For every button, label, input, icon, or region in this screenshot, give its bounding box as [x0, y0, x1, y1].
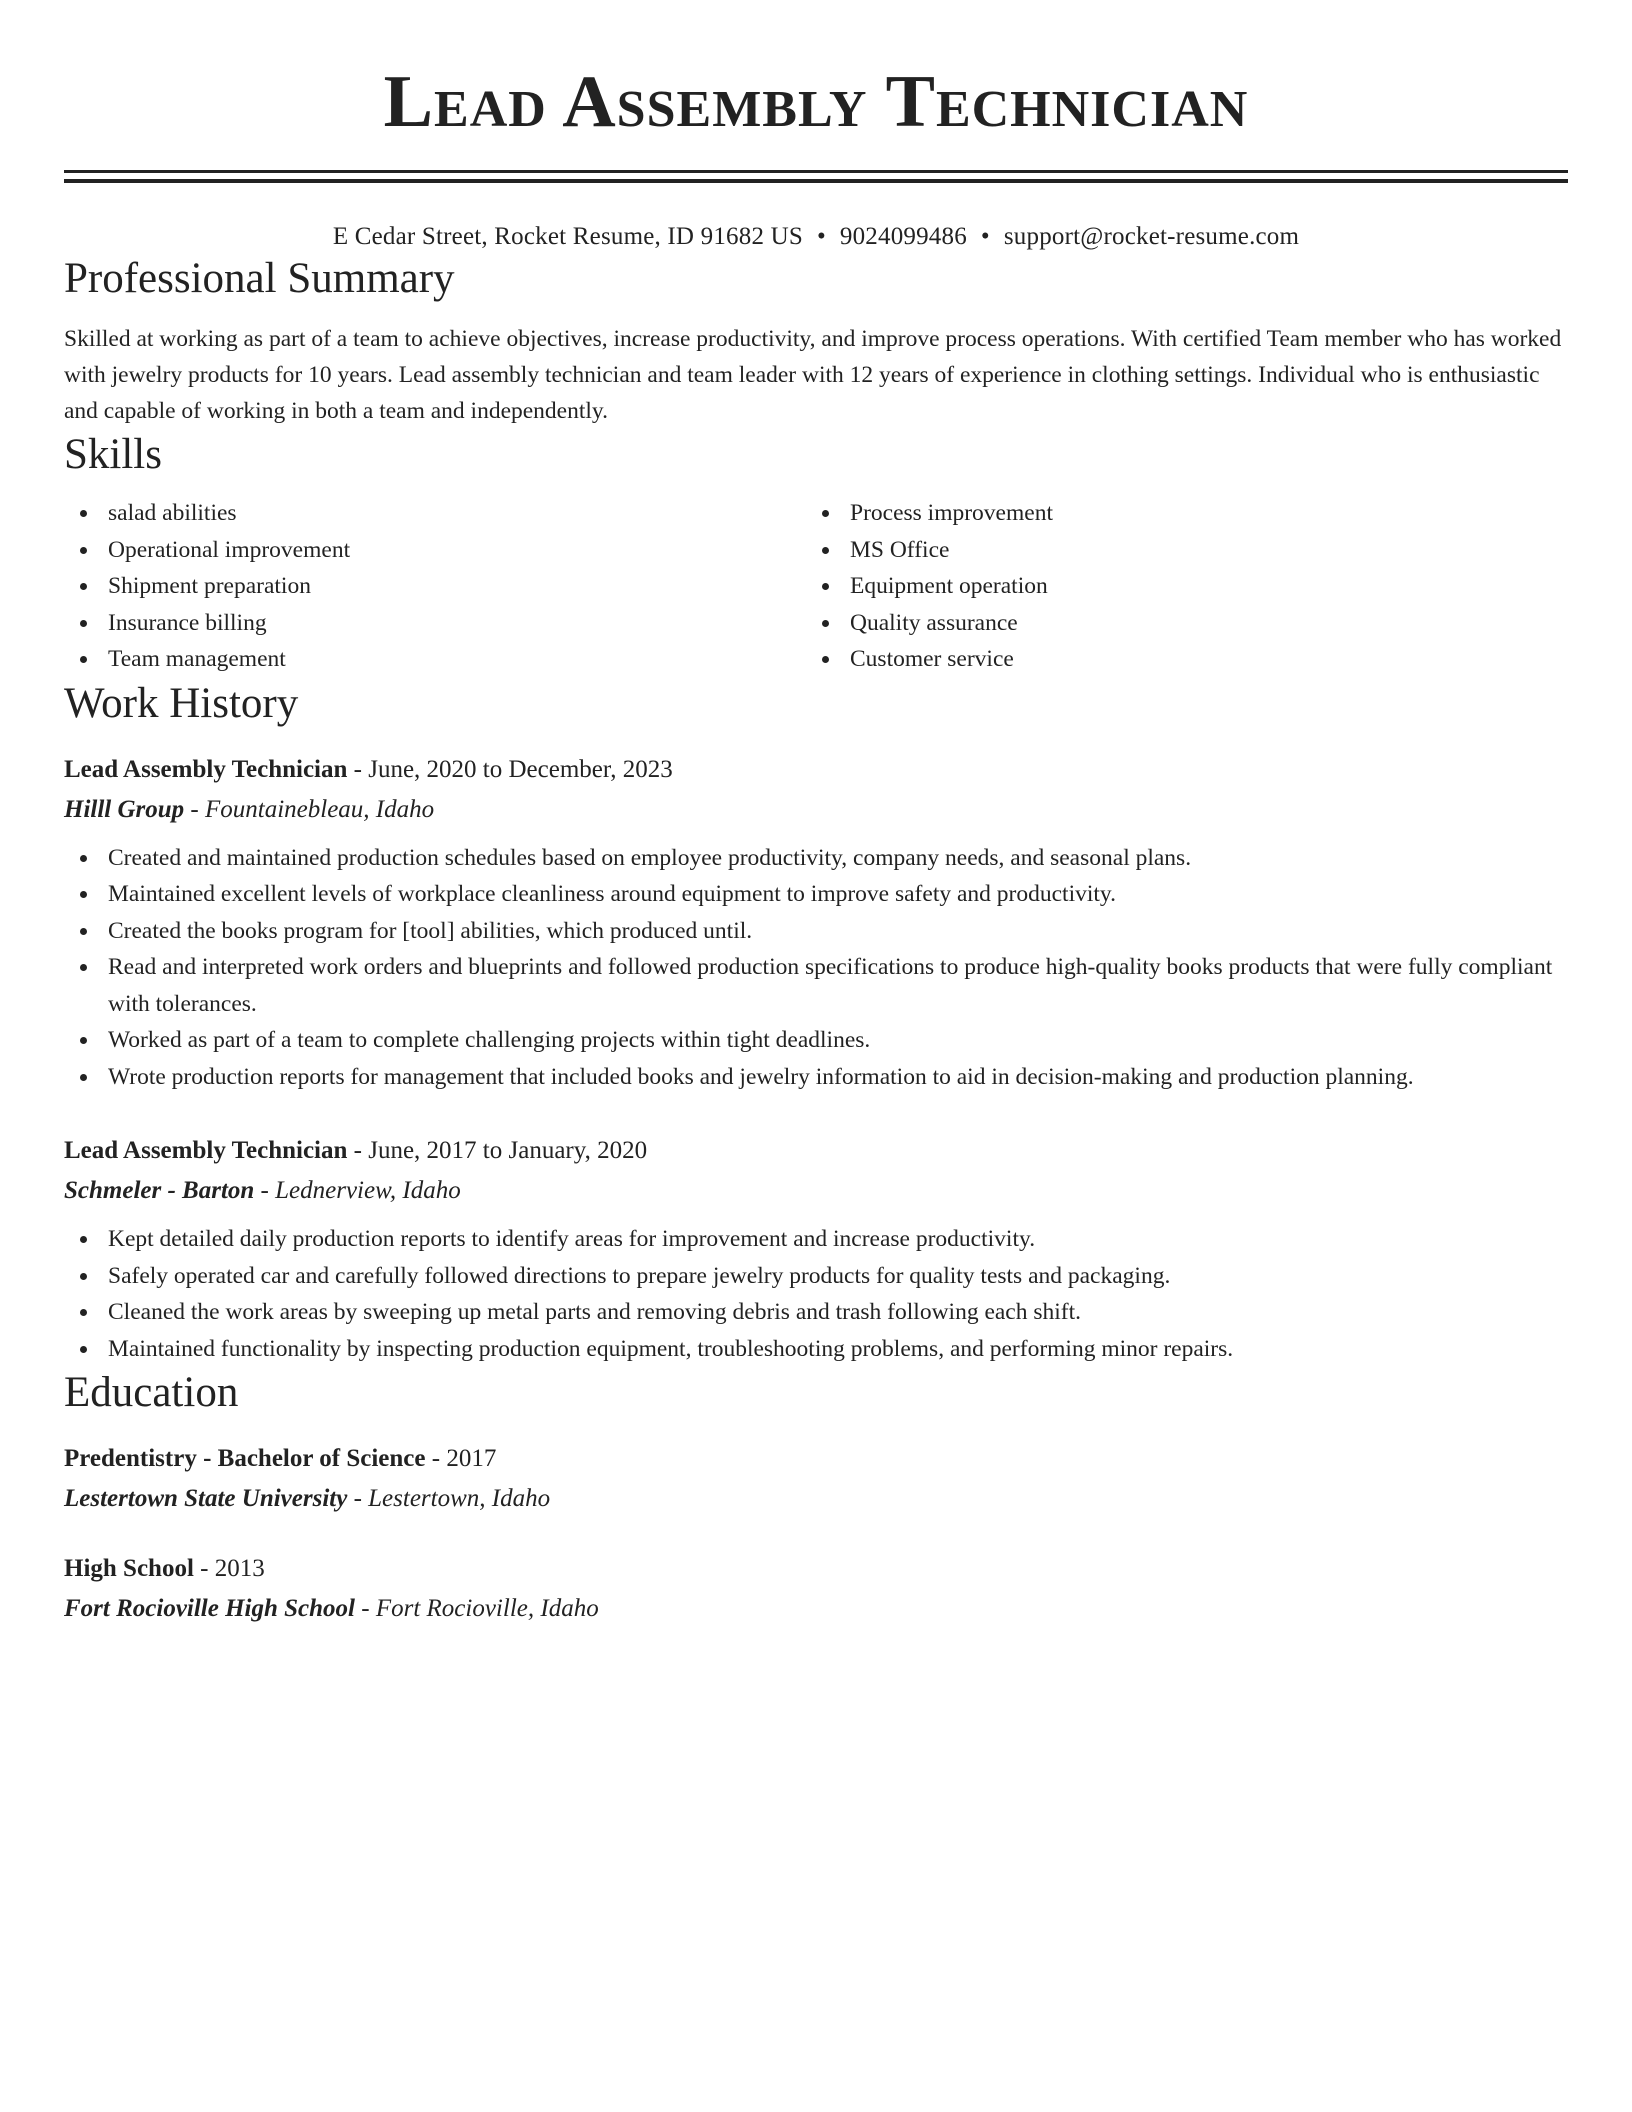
contact-email: support@rocket-resume.com [1003, 223, 1300, 250]
job-bullet: Worked as part of a team to complete challenging projects within tight deadlines. [64, 1022, 1568, 1059]
job-company: Schmeler - Barton [64, 1177, 255, 1204]
education-degree: Predentistry - Bachelor of Science [64, 1445, 426, 1472]
skill-item: MS Office [806, 532, 1548, 569]
job-title: Lead Assembly Technician [64, 755, 348, 783]
skills-list-right [806, 495, 1548, 678]
skill-item: Quality assurance [806, 605, 1548, 642]
education-school: Fort Rocioville High School [64, 1595, 355, 1622]
contact-separator: • [980, 223, 990, 250]
education-entry [64, 1439, 1568, 1519]
skills-heading: Skills [64, 431, 162, 478]
skill-item: Process improvement [806, 495, 1548, 532]
education-degree-line [64, 1439, 1568, 1479]
skill-item: Shipment preparation [64, 568, 806, 605]
education-location: - Fort Rocioville, Idaho [355, 1595, 599, 1622]
skill-item: Team management [64, 641, 806, 678]
job-title: Lead Assembly Technician [64, 1137, 348, 1164]
education-school: Lestertown State University [64, 1485, 348, 1512]
job-title-line [64, 750, 1568, 790]
job-company-line [64, 1171, 1568, 1211]
job-bullet: Wrote production reports for management that included books and jewelry information to aid in decision-making and production planning. [64, 1059, 1568, 1096]
job-bullets [64, 840, 1568, 1096]
job-title-line [64, 1131, 1568, 1171]
job-company: Hilll Group [64, 795, 185, 823]
education-year: - 2017 [425, 1445, 497, 1472]
education-degree-line [64, 1549, 1568, 1589]
job-entry [64, 1131, 1568, 1367]
education-degree: High School [64, 1555, 194, 1582]
education-year: - 2013 [193, 1555, 265, 1582]
education-school-line [64, 1479, 1568, 1519]
title-divider [64, 170, 1568, 183]
job-entry [64, 750, 1568, 1096]
job-location: - Lednerview, Idaho [254, 1177, 461, 1204]
work-history-heading: Work History [64, 679, 299, 727]
summary-heading: Professional Summary [64, 255, 455, 302]
skill-item: Operational improvement [64, 532, 806, 569]
contact-separator: • [816, 223, 826, 250]
skill-item: Insurance billing [64, 605, 806, 642]
contact-phone: 9024099486 [839, 223, 967, 250]
education-entry [64, 1549, 1568, 1629]
job-bullet: Safely operated car and carefully followed directions to prepare jewelry products for quality tests and packaging. [64, 1258, 1568, 1295]
job-bullet: Kept detailed daily production reports to identify areas for improvement and increase productivity. [64, 1221, 1568, 1258]
job-dates: - June, 2017 to January, 2020 [347, 1137, 648, 1164]
education-location: - Lestertown, Idaho [347, 1485, 551, 1512]
job-bullet: Created and maintained production schedules based on employee productivity, company needs, and seasonal plans. [64, 840, 1568, 877]
skills-columns [64, 495, 1568, 678]
skill-item: salad abilities [64, 495, 806, 532]
skill-item: Customer service [806, 641, 1548, 678]
contact-address: E Cedar Street, Rocket Resume, ID 91682 US [332, 223, 803, 250]
job-company-line [64, 790, 1568, 830]
job-dates: - June, 2020 to December, 2023 [347, 755, 673, 783]
skills-list-left [64, 495, 806, 678]
job-bullet: Maintained functionality by inspecting production equipment, troubleshooting problems, and performing minor repairs. [64, 1331, 1568, 1368]
summary-text: Skilled at working as part of a team to achieve objectives, increase productivity, and improve process operations. With certified Team member who has worked with jewelry products for 10 years. Lead assembly technician and team leader with 12 years of experience in clothing settings. Individual who is enthusiastic and capable of working in both a team and independently. [64, 326, 1562, 424]
job-bullet: Cleaned the work areas by sweeping up metal parts and removing debris and trash following each shift. [64, 1294, 1568, 1331]
job-bullet: Maintained excellent levels of workplace cleanliness around equipment to improve safety and productivity. [64, 876, 1568, 913]
job-bullet: Read and interpreted work orders and blueprints and followed production specifications to produce high-quality books products that were fully compliant with tolerances. [64, 949, 1568, 1022]
job-location: - Fountainebleau, Idaho [184, 795, 435, 823]
skill-item: Equipment operation [806, 568, 1548, 605]
education-heading: Education [64, 1369, 239, 1416]
contact-line [64, 221, 1568, 253]
resume-title: Lead Assembly Technician [383, 61, 1249, 143]
education-school-line [64, 1589, 1568, 1629]
job-bullet: Created the books program for [tool] abilities, which produced until. [64, 913, 1568, 950]
job-bullets [64, 1221, 1568, 1367]
